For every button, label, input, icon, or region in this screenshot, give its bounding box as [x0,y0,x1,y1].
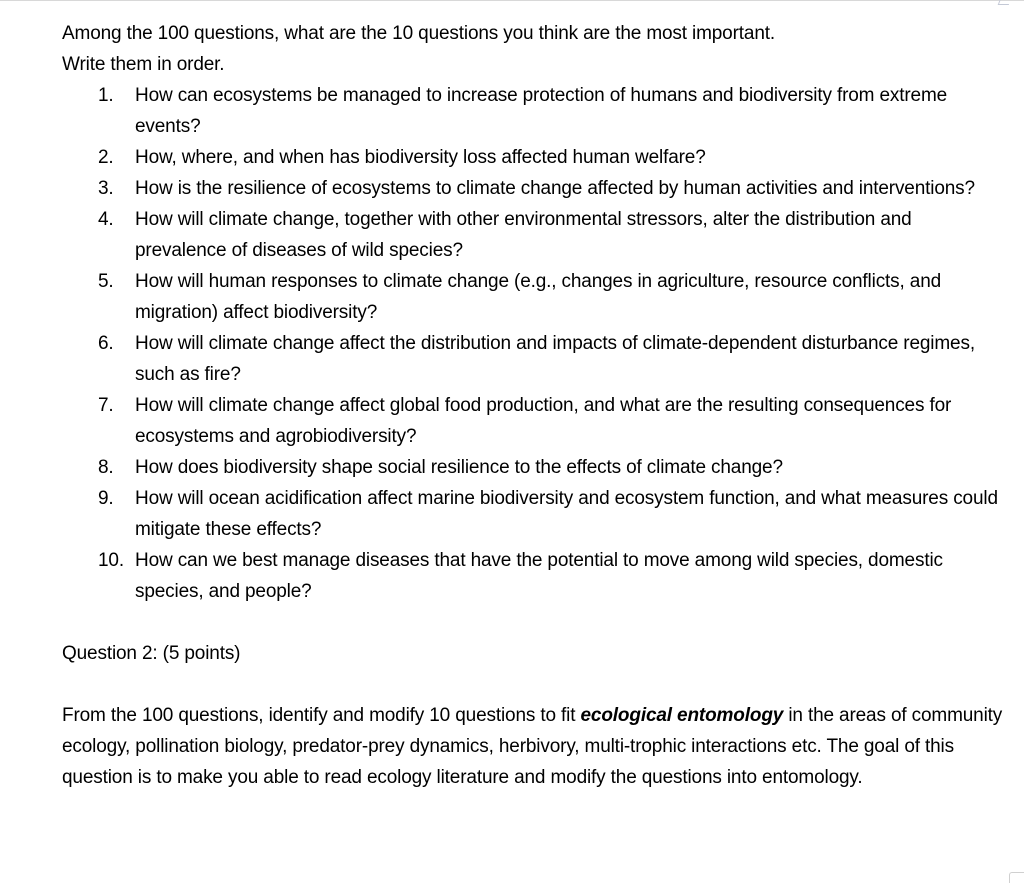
intro-line-2: Write them in order. [62,54,225,75]
list-item-number: 2. [98,147,114,168]
spacer [62,669,1007,700]
list-item-number: 8. [98,457,114,478]
resize-handle-icon [1009,872,1024,883]
list-item [62,266,1007,328]
list-item [62,452,1007,483]
list-item-text: How, where, and when has biodiversity loss affected human welfare? [135,147,706,168]
list-item [62,204,1007,266]
list-item [62,545,1007,607]
list-item-text: How does biodiversity shape social resilience to the effects of climate change? [135,457,783,478]
list-item-number: 10. [98,550,124,571]
list-item-text: How will climate change, together with other environmental stressors, alter the distribution and prevalence of diseases of wild species? [135,209,912,261]
list-item [62,142,1007,173]
list-item [62,328,1007,390]
question-2-body-start: From the 100 questions, identify and modify 10 questions to fit [62,705,581,726]
important-questions-list [62,80,1007,607]
intro-line-1: Among the 100 questions, what are the 10 questions you think are the most important. [62,23,776,44]
top-divider [0,0,1024,4]
list-item [62,173,1007,204]
question-2-heading: Question 2: (5 points) [62,643,241,664]
list-item-text: How is the resilience of ecosystems to climate change affected by human activities and interventions? [135,178,975,199]
question-2-body-end: in the areas of community ecology, pollination biology, predator-prey dynamics, herbivory, multi-trophic interactions etc. The goal of this question is to make you able to read ecology literature and modify the questions into entomology. [62,705,1003,788]
list-item-text: How will ocean acidification affect marine biodiversity and ecosystem function, and what measures could mitigate these effects? [135,488,998,540]
list-item [62,390,1007,452]
list-item [62,80,1007,142]
list-item-text: How will climate change affect global food production, and what are the resulting consequences for ecosystems and agrobiodiversity? [135,395,952,447]
list-item-number: 9. [98,488,114,509]
question-2-body [62,700,1007,793]
list-item-text: How will human responses to climate change (e.g., changes in agriculture, resource conflicts, and migration) affect biodiversity? [135,271,942,323]
list-item-number: 5. [98,271,114,292]
chevron-down-icon [998,0,1012,5]
question-2-emphasis: ecological entomology [580,705,784,726]
spacer [62,607,1007,638]
list-item-number: 1. [98,85,114,106]
list-item [62,483,1007,545]
list-item-text: How can ecosystems be managed to increase protection of humans and biodiversity from extreme events? [135,85,948,137]
list-item-text: How can we best manage diseases that have the potential to move among wild species, domestic species, and people? [135,550,943,602]
list-item-number: 6. [98,333,114,354]
document-body [62,18,1007,793]
list-item-number: 3. [98,178,114,199]
list-item-text: How will climate change affect the distribution and impacts of climate-dependent disturbance regimes, such as fire? [135,333,975,385]
list-item-number: 4. [98,209,114,230]
list-item-number: 7. [98,395,114,416]
